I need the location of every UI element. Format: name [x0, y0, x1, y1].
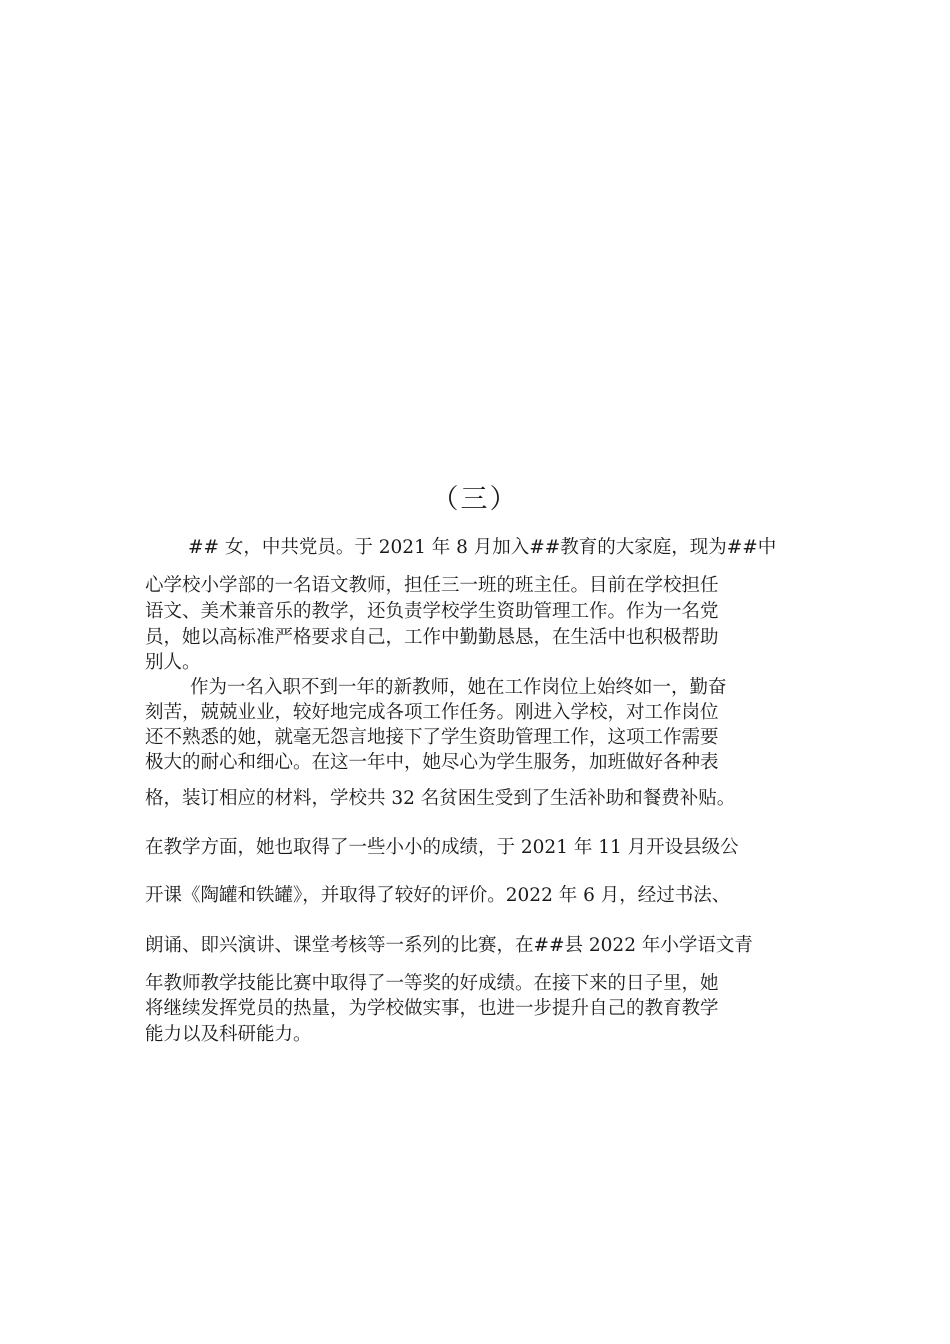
- paragraph-line: 刻苦，兢兢业业，较好地完成各项工作任务。刚进入学校，对工作岗位: [145, 702, 719, 723]
- paragraph-line: 还不熟悉的她，就毫无怨言地接下了学生资助管理工作，这项工作需要: [145, 727, 719, 748]
- paragraph-line: 开课《陶罐和铁罐》，并取得了较好的评价。2022 年 6 月，经过书法、: [145, 885, 731, 906]
- paragraph-line: 员，她以高标准严格要求自己，工作中勤勤恳恳，在生活中也积极帮助: [145, 627, 719, 648]
- paragraph-line: 别人。: [145, 652, 201, 673]
- paragraph-line: 心学校小学部的一名语文教师，担任三一班的班主任。目前在学校担任: [145, 575, 719, 596]
- paragraph-line: 格，装订相应的材料，学校共 32 名贫困生受到了生活补助和餐费补贴。: [145, 788, 736, 809]
- section-title: （三）: [431, 484, 519, 515]
- paragraph-line: 年教师教学技能比赛中取得了一等奖的好成绩。在接下来的日子里，她: [145, 973, 719, 994]
- paragraph-line: ## 女，中共党员。于 2021 年 8 月加入##教育的大家庭，现为##中: [188, 537, 777, 558]
- paragraph-line: 极大的耐心和细心。在这一年中，她尽心为学生服务，加班做好各种表: [145, 752, 719, 773]
- paragraph-line: 作为一名入职不到一年的新教师，她在工作岗位上始终如一，勤奋: [190, 677, 727, 698]
- paragraph-line: 能力以及科研能力。: [145, 1024, 312, 1045]
- paragraph-line: 语文、美术兼音乐的教学，还负责学校学生资助管理工作。作为一名党: [145, 601, 719, 622]
- paragraph-line: 将继续发挥党员的热量，为学校做实事，也进一步提升自己的教育教学: [145, 998, 719, 1019]
- paragraph-line: 朗诵、即兴演讲、课堂考核等一系列的比赛，在##县 2022 年小学语文青: [145, 935, 753, 956]
- paragraph-line: 在教学方面，她也取得了一些小小的成绩，于 2021 年 11 月开设县级公: [145, 837, 739, 858]
